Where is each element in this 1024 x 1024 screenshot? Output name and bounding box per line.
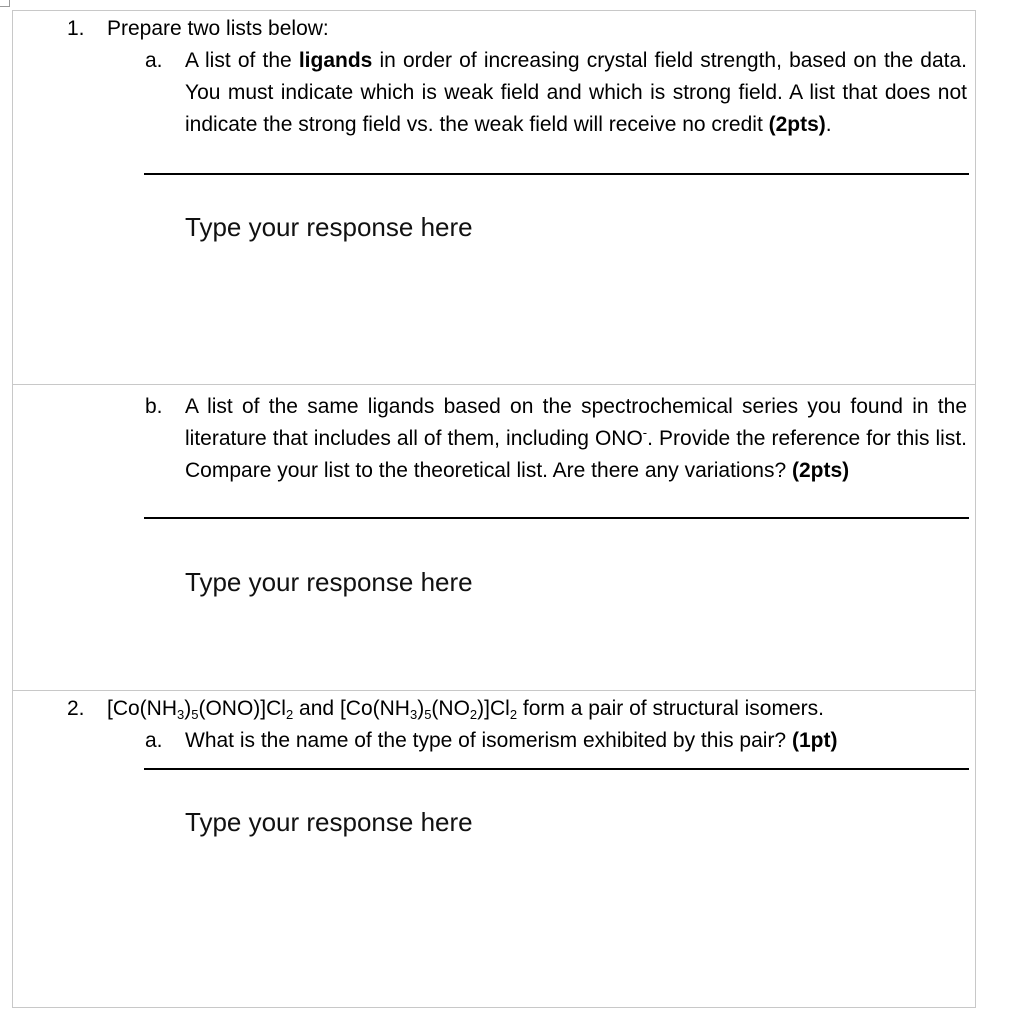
part-1a-bold-ligands: ligands bbox=[298, 49, 373, 72]
question-2-number: 2. bbox=[67, 697, 85, 720]
question-1-prompt: Prepare two lists below: bbox=[107, 17, 329, 40]
part-1b-charge-superscript: - bbox=[642, 425, 648, 440]
formula-1: $[Co(NH_3)_5(ONO)]Cl_2$ bbox=[107, 697, 294, 722]
part-1b-points: (2pts) bbox=[791, 459, 850, 482]
part-2a-response-field[interactable]: Type your response here bbox=[185, 807, 473, 837]
part-1b-response-field[interactable]: Type your response here bbox=[185, 567, 473, 597]
part-1a-text bbox=[185, 45, 967, 141]
part-2a-letter: a. bbox=[145, 729, 163, 752]
part-1b-divider bbox=[144, 517, 969, 519]
part-1a-divider bbox=[144, 173, 969, 175]
part-1a-text-rest: in order of increasing crystal field strength, based on the data. You must indicate which is weak field and which is strong field. A list that does not indicate the strong field vs. the weak field will receive no credit bbox=[185, 49, 967, 136]
question-1-number: 1. bbox=[67, 17, 85, 40]
part-1b-text bbox=[185, 391, 967, 487]
question-1a-cell bbox=[13, 11, 975, 385]
part-1a-text-start: A list of the bbox=[185, 49, 299, 72]
part-2a-points: (1pt) bbox=[791, 729, 838, 752]
question-2-statement bbox=[107, 693, 824, 725]
corner-mark bbox=[0, 0, 10, 7]
part-1a-letter: a. bbox=[145, 49, 163, 72]
part-1a-response-field[interactable]: Type your response here bbox=[185, 212, 473, 242]
part-1b-text-start: A list of the same ligands based on the spectrochemical series you found in the literature that includes all of them, including ONO bbox=[185, 395, 967, 450]
part-2a-text bbox=[185, 725, 967, 757]
part-2a-question: What is the name of the type of isomerism exhibited by this pair? bbox=[185, 729, 792, 752]
worksheet-table bbox=[12, 10, 976, 1008]
question-1b-cell bbox=[13, 385, 975, 691]
formula-connector: and bbox=[293, 697, 340, 720]
question-2a-cell bbox=[13, 691, 975, 1009]
formula-2: $[Co(NH_3)_5(NO_2)]Cl_2$ bbox=[339, 697, 518, 722]
part-2a-divider bbox=[144, 768, 969, 770]
question-2-tail: form a pair of structural isomers. bbox=[517, 697, 824, 720]
part-1b-text-rest: . Provide the reference for this list. Compare your list to the theoretical list. Are there any variations? bbox=[185, 427, 967, 482]
part-1a-period: . bbox=[825, 113, 832, 136]
part-1a-points: (2pts) bbox=[768, 113, 826, 136]
part-1b-letter: b. bbox=[145, 395, 163, 418]
